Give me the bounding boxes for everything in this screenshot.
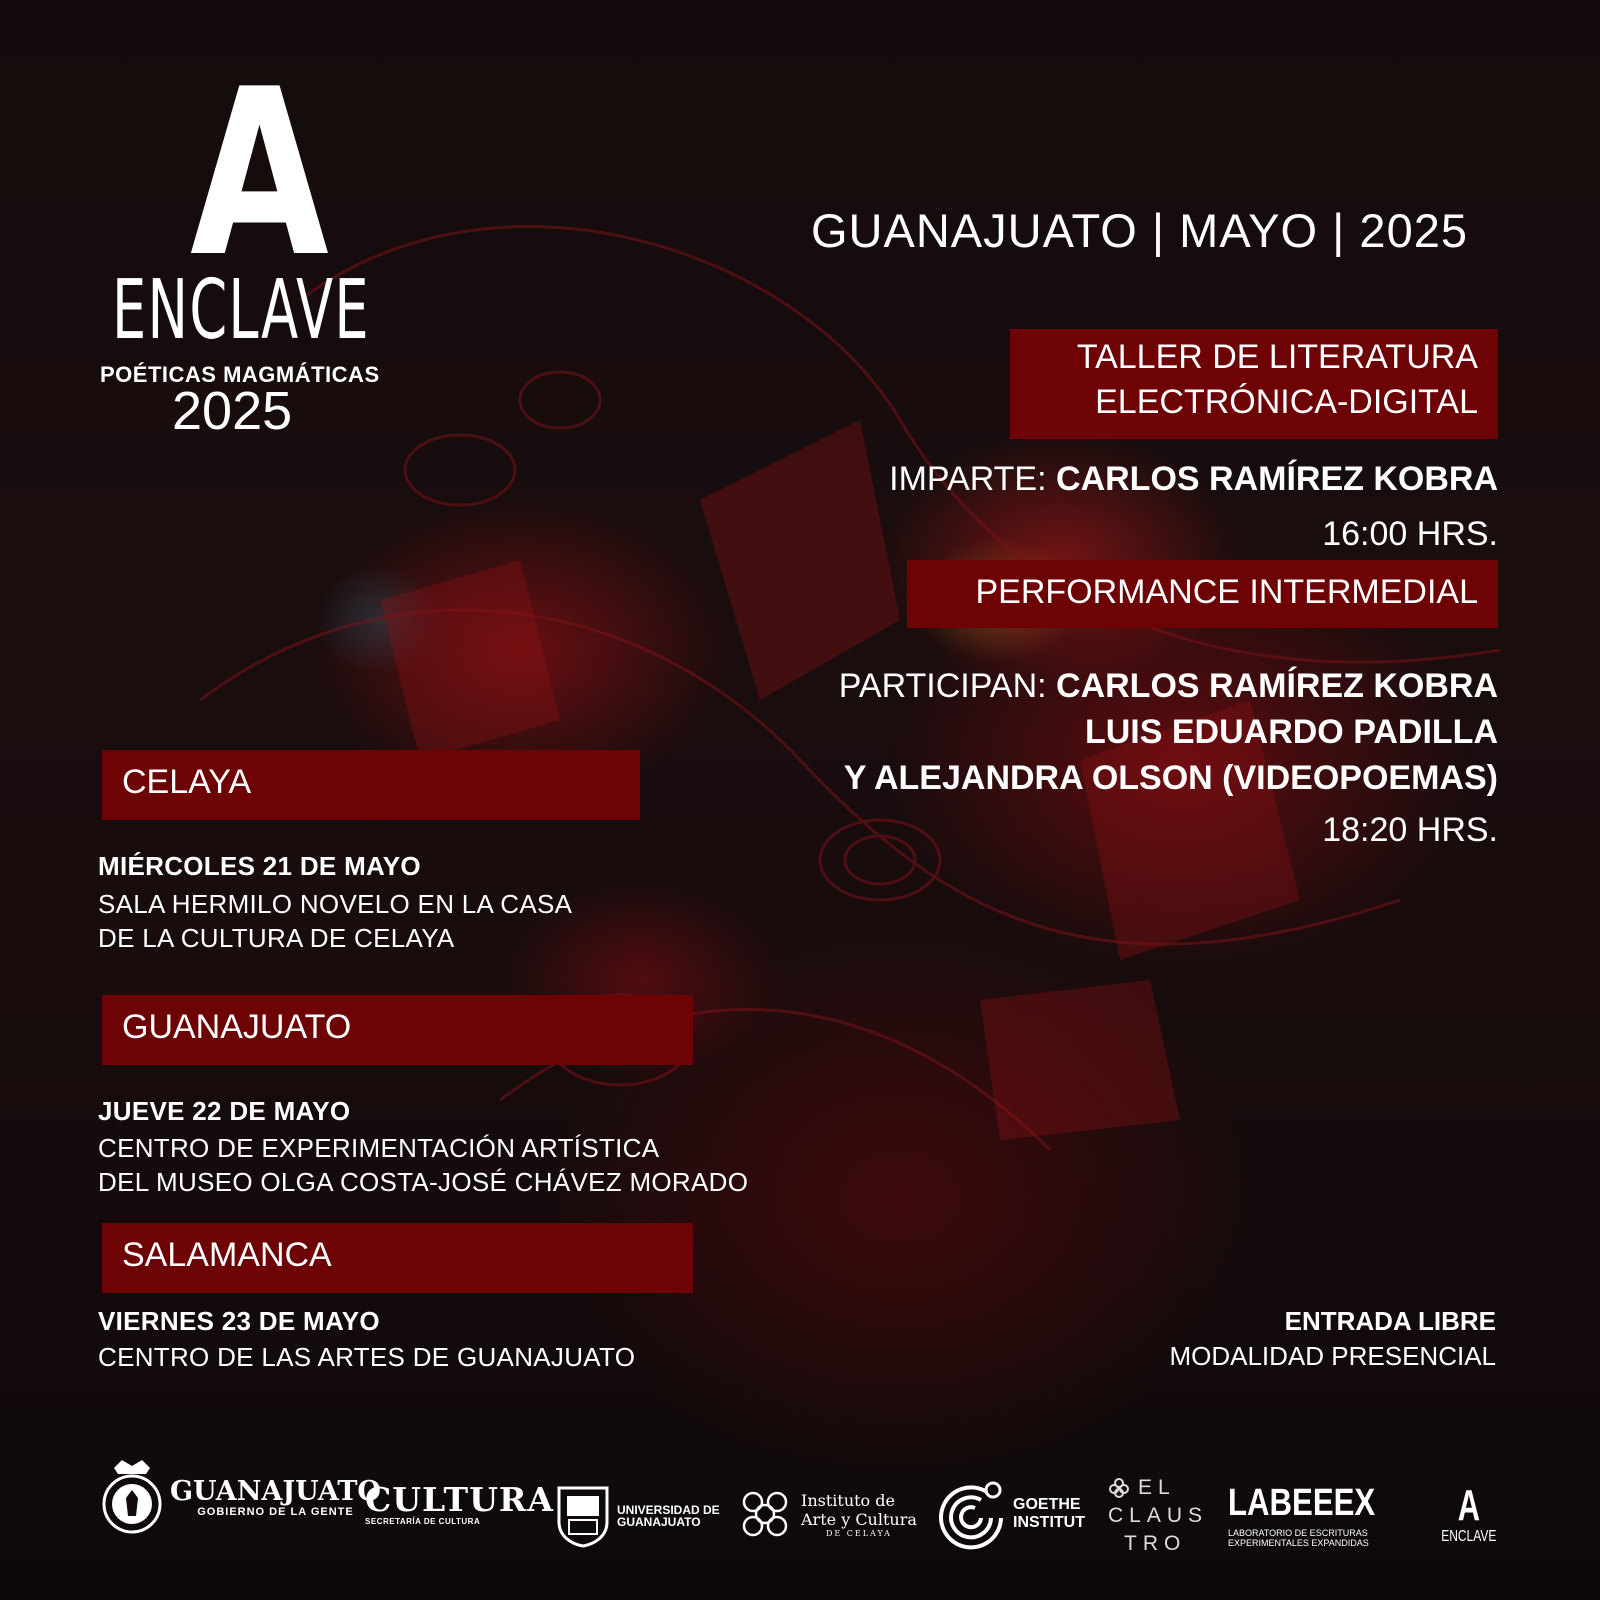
imparte-label: IMPARTE: [889, 460, 1057, 498]
sponsor-ug-line1: UNIVERSIDAD DE [617, 1503, 720, 1517]
logo-year: 2025 [172, 381, 293, 441]
sponsor-iac-line2: Arte y Cultura [801, 1509, 917, 1529]
taller-title-line2: ELECTRÓNICA-DIGITAL [1095, 383, 1478, 421]
performance-title: PERFORMANCE INTERMEDIAL [975, 573, 1478, 611]
logo-subtitle: POÉTICAS MAGMÁTICAS [100, 362, 380, 387]
sponsor-iac [737, 1486, 917, 1542]
sponsor-labeeex [1228, 1484, 1407, 1548]
imparte-line [889, 460, 1498, 499]
sponsor-goethe-line2: INSTITUT [1013, 1514, 1085, 1531]
headline: GUANAJUATO | MAYO | 2025 [811, 204, 1468, 257]
taller-box [1010, 329, 1498, 439]
sponsor-cultura-tagline: SECRETARÍA DE CULTURA [365, 1517, 481, 1526]
knot-pattern-icon [737, 1486, 793, 1542]
university-shield-icon [555, 1484, 611, 1548]
sponsor-cultura-name: CULTURA [365, 1480, 554, 1519]
sponsor-ug [555, 1484, 720, 1548]
sponsor-enclave [1432, 1481, 1506, 1546]
taller-title-line1: TALLER DE LITERATURA [1076, 338, 1478, 376]
sponsor-claustro [1108, 1474, 1208, 1558]
participant-3 [844, 759, 1498, 798]
sponsor-labeeex-name: LABEEEX [1228, 1482, 1376, 1524]
sponsor-goethe-line1: GOETHE [1013, 1496, 1081, 1513]
venue-place: SALA HERMILO NOVELO EN LA CASA [98, 889, 573, 919]
modalidad: MODALIDAD PRESENCIAL [1169, 1341, 1496, 1371]
city-box-celaya [102, 750, 640, 820]
participant-3-text: Y ALEJANDRA OLSON (VIDEOPOEMAS) [843, 759, 1498, 797]
sponsor-enclave-name: ENCLAVE [1441, 1528, 1497, 1545]
participant-2 [1085, 713, 1498, 752]
sponsor-guanajuato-name: GUANAJUATO [170, 1476, 381, 1507]
city-box-guanajuato [102, 995, 693, 1065]
sponsor-claustro-line3: TRO [1124, 1532, 1187, 1555]
sponsor-enclave-letter: A [1457, 1481, 1480, 1530]
participant-2-text: LUIS EDUARDO PADILLA [1084, 713, 1498, 751]
venue-place: DEL MUSEO OLGA COSTA-JOSÉ CHÁVEZ MORADO [98, 1167, 749, 1197]
venue-date: VIERNES 23 DE MAYO [98, 1306, 380, 1336]
sponsor-labeeex-line1: LABORATORIO DE ESCRITURAS [1228, 1528, 1368, 1538]
sponsor-cultura [365, 1480, 554, 1526]
venue-place: CENTRO DE LAS ARTES DE GUANAJUATO [98, 1342, 636, 1372]
participan-label: PARTICIPAN: [838, 667, 1057, 705]
sponsor-iac-line1: Instituto de [801, 1490, 895, 1510]
city-name: GUANAJUATO [122, 1008, 352, 1046]
venue-place: CENTRO DE EXPERIMENTACIÓN ARTÍSTICA [98, 1133, 660, 1163]
crowned-seal-icon [100, 1458, 164, 1538]
participant-1: CARLOS RAMÍREZ KOBRA [1056, 667, 1498, 705]
city-name: SALAMANCA [122, 1236, 332, 1274]
venue-date: MIÉRCOLES 21 DE MAYO [98, 851, 421, 881]
goethe-rings-icon [935, 1478, 1007, 1550]
sponsor-claustro-line2: CLAUS [1108, 1504, 1209, 1527]
city-name: CELAYA [122, 763, 252, 801]
logo-name: ENCLAVE [112, 263, 370, 358]
flower-icon [1108, 1477, 1130, 1499]
sponsor-labeeex-line2: EXPERIMENTALES EXPANDIDAS [1228, 1538, 1369, 1548]
venue-place: DE LA CULTURA DE CELAYA [98, 923, 455, 953]
sponsor-guanajuato [100, 1458, 381, 1538]
participan-line [839, 667, 1498, 706]
sponsor-claustro-line1: EL [1138, 1476, 1176, 1499]
sponsor-goethe [935, 1478, 1085, 1550]
sponsor-ug-line2: GUANAJUATO [617, 1515, 701, 1529]
taller-time: 16:00 HRS. [1322, 515, 1498, 553]
logo-letter: A [190, 41, 325, 308]
venue-date: JUEVE 22 DE MAYO [98, 1096, 351, 1126]
performance-time: 18:20 HRS. [1322, 811, 1498, 849]
sponsor-guanajuato-tagline: GOBIERNO DE LA GENTE [197, 1506, 354, 1518]
sponsor-iac-line3: DE CELAYA [825, 1528, 892, 1538]
city-box-salamanca [102, 1223, 693, 1293]
entrada-libre: ENTRADA LIBRE [1284, 1306, 1496, 1336]
imparte-name: CARLOS RAMÍREZ KOBRA [1056, 460, 1498, 498]
performance-box [907, 560, 1498, 628]
